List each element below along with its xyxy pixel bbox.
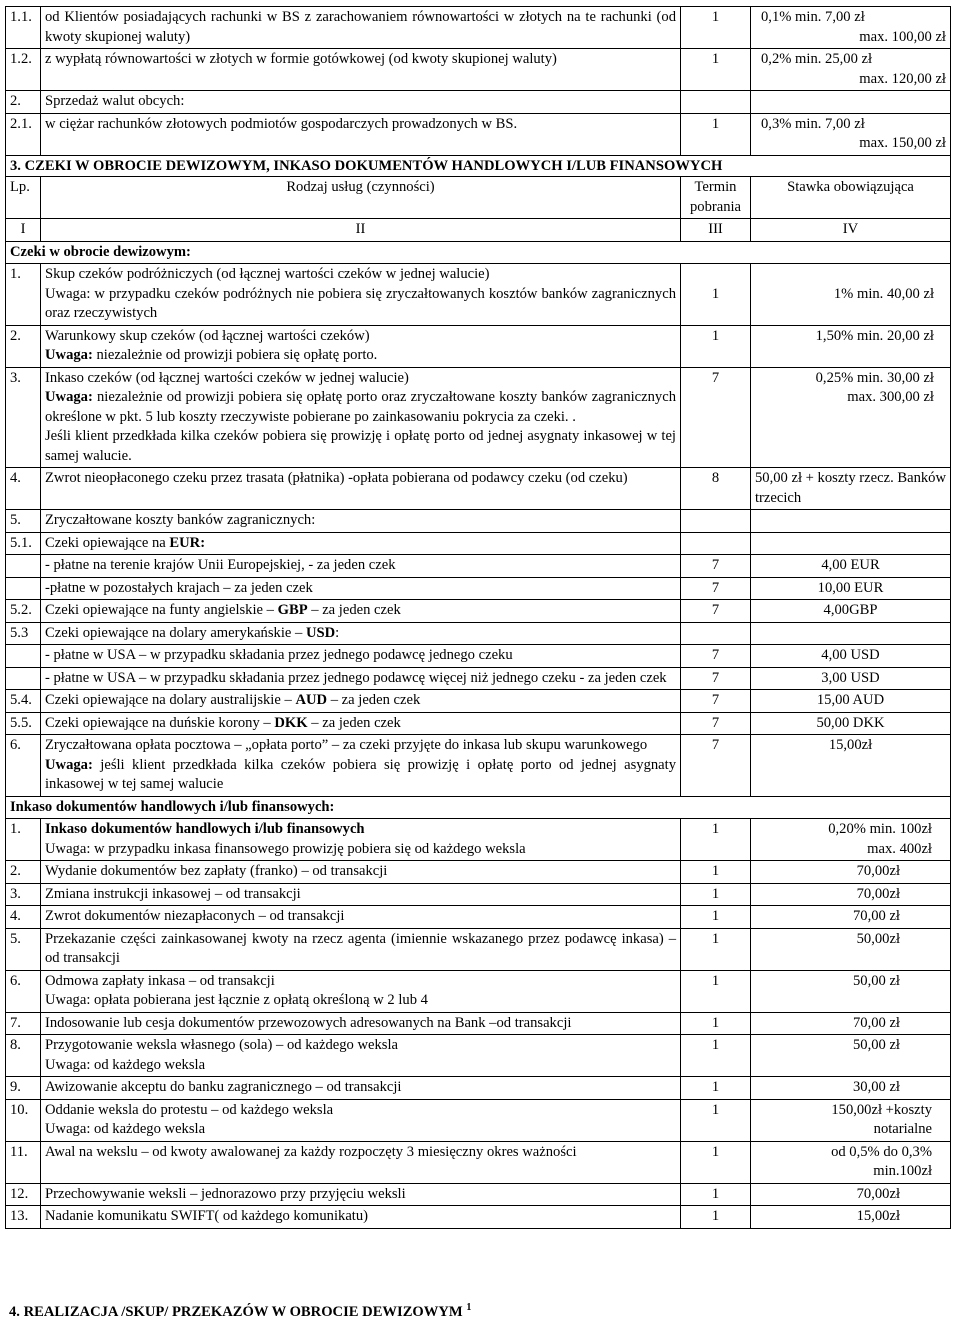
- row-rate: 1,50% min. 20,00 zł: [751, 325, 951, 367]
- row-number: 5.3: [6, 622, 41, 645]
- row-rate: [751, 1077, 951, 1100]
- header-description: Rodzaj usług (czynności): [41, 177, 681, 219]
- row-description: [41, 819, 681, 861]
- row-description: [41, 712, 681, 735]
- desc-text: Czeki opiewające na dolary australijskie –: [45, 692, 296, 708]
- desc-line: Warunkowy skup czeków (od łącznej wartości czeków): [45, 327, 370, 344]
- row-term: 1: [681, 113, 751, 155]
- note-text: jeśli klient przedkłada kilka czeków pobiera się prowizję i opłatę porto od jednej asygnaty inkasowej w tej samej walucie: [45, 756, 676, 792]
- rate-line: 15,00zł: [856, 1208, 900, 1224]
- row-number: 13.: [6, 1206, 41, 1229]
- row-term: 1: [681, 7, 751, 49]
- rate-line: max. 120,00 zł: [859, 70, 946, 87]
- table-row: [6, 1183, 951, 1206]
- rate-line: min.100zł: [873, 1163, 932, 1179]
- desc-note: Uwaga: opłata pobierana jest łącznie z opłatą określoną w 2 lub 4: [45, 992, 428, 1008]
- row-number: 9.: [6, 1077, 41, 1100]
- rate-line: max. 300,00 zł: [847, 389, 934, 405]
- desc-line: Skup czeków podróżniczych (od łącznej wartości czeków w jednej walucie): [45, 266, 490, 282]
- row-term: 1: [681, 1183, 751, 1206]
- subsection-title: Czeki w obrocie dewizowym:: [6, 241, 951, 264]
- section-title: 3. CZEKI W OBROCIE DEWIZOWYM, INKASO DOKUMENTÓW HANDLOWYCH I/LUB FINANSOWYCH: [6, 155, 951, 177]
- row-number: 4.: [6, 906, 41, 929]
- desc-line: Przygotowanie weksla własnego (sola) – od każdego weksla: [45, 1037, 398, 1053]
- rate-line: 0,2% min. 25,00 zł: [761, 51, 873, 67]
- table-row: [6, 906, 951, 929]
- table-row: [6, 264, 951, 326]
- header-rate: Stawka obowiązująca: [751, 177, 951, 219]
- table-row: [6, 7, 951, 49]
- row-rate: [751, 1206, 951, 1229]
- row-number: 4.: [6, 468, 41, 510]
- row-description: [41, 861, 681, 884]
- row-number: 1.2.: [6, 49, 41, 91]
- row-description: -płatne w pozostałych krajach – za jeden czek: [41, 577, 681, 600]
- row-number: 1.1.: [6, 7, 41, 49]
- row-term: 1: [681, 883, 751, 906]
- table-row: [6, 645, 951, 668]
- table-row: [6, 667, 951, 690]
- row-rate: [751, 1183, 951, 1206]
- row-number: 1.: [6, 819, 41, 861]
- row-rate: [751, 7, 951, 49]
- table-row: [6, 819, 951, 861]
- row-description: [41, 1141, 681, 1183]
- table-row: [6, 1206, 951, 1229]
- table-row: [6, 970, 951, 1012]
- row-number: 7.: [6, 1012, 41, 1035]
- rate-line: 30,00 zł: [852, 1079, 900, 1095]
- table-row: [6, 510, 951, 533]
- row-rate: 4,00GBP: [751, 600, 951, 623]
- currency-code: EUR:: [169, 534, 206, 551]
- column-numbers-row: [6, 219, 951, 242]
- currency-code: GBP: [277, 602, 308, 618]
- desc-line: Odmowa zapłaty inkasa – od transakcji: [45, 972, 275, 989]
- row-number: 8.: [6, 1035, 41, 1077]
- desc-note: [45, 756, 676, 795]
- row-description: [41, 928, 681, 970]
- desc-line: Oddanie weksla do protestu – od każdego weksla: [45, 1101, 334, 1118]
- row-number: 1.: [6, 264, 41, 326]
- row-term: 1: [681, 819, 751, 861]
- row-description: Zwrot nieopłaconego czeku przez trasata (płatnika) -opłata pobierana od podawcy czeku (od czeku): [41, 468, 681, 510]
- desc-line: Zryczałtowana opłata pocztowa – „opłata porto” – za czeki przyjęte do inkasa lub skupu warunkowego: [45, 737, 648, 753]
- row-description: - płatne w USA – w przypadku składania przez jednego podawcę jednego czeku: [41, 645, 681, 668]
- row-rate: [751, 970, 951, 1012]
- table-row: [6, 555, 951, 578]
- row-description: [41, 532, 681, 555]
- row-description: [41, 1206, 681, 1229]
- rate-line: 0,3% min. 7,00 zł: [761, 115, 865, 132]
- rate-line: 0,20% min. 100zł: [828, 821, 932, 837]
- desc-text: Czeki opiewające na duńskie korony –: [45, 714, 275, 731]
- desc-note: Uwaga: od każdego weksla: [45, 1056, 206, 1073]
- row-rate: 50,00 zł + koszty rzecz. Banków trzecich: [751, 468, 951, 510]
- row-rate: [751, 1012, 951, 1035]
- row-description: [41, 1035, 681, 1077]
- row-term: 7: [681, 712, 751, 735]
- note-label: Uwaga:: [45, 389, 93, 405]
- desc-line: Awal na wekslu – od kwoty awalowanej za każdy rozpoczęty 3 miesięczny okres ważności: [45, 1143, 577, 1160]
- row-description: od Klientów posiadających rachunki w BS z zarachowaniem równowartości w złotych na te rachunki (od kwoty skupionej waluty): [41, 7, 681, 49]
- row-number: 6.: [6, 970, 41, 1012]
- row-description: [41, 906, 681, 929]
- row-rate: 4,00 USD: [751, 645, 951, 668]
- row-description: [41, 1077, 681, 1100]
- row-term: 1: [681, 1035, 751, 1077]
- row-rate: 4,00 EUR: [751, 555, 951, 578]
- table-row: [6, 883, 951, 906]
- section-title-row: [6, 155, 951, 177]
- row-term: 1: [681, 1141, 751, 1183]
- row-number: 5.: [6, 510, 41, 533]
- desc-line: Awizowanie akceptu do banku zagranicznego – od transakcji: [45, 1079, 402, 1095]
- desc-line: Przekazanie części zainkasowanej kwoty na rzecz agenta (imiennie wskazanego przez podawcę inkasa) – od transakcji: [45, 930, 676, 966]
- table-row: [6, 712, 951, 735]
- subsection-row: [6, 241, 951, 264]
- row-rate: [751, 1035, 951, 1077]
- row-rate: 1% min. 40,00 zł: [751, 264, 951, 326]
- desc-note: [45, 346, 676, 366]
- row-number: 5.1.: [6, 532, 41, 555]
- rate-line: max. 100,00 zł: [859, 28, 946, 45]
- row-description: [41, 1012, 681, 1035]
- table-row: [6, 600, 951, 623]
- row-term: 7: [681, 645, 751, 668]
- row-number: 2.: [6, 325, 41, 367]
- row-term: 1: [681, 1012, 751, 1035]
- col-number: III: [681, 219, 751, 242]
- rate-line: 70,00zł: [856, 885, 900, 902]
- rate-line: 50,00zł: [856, 930, 900, 947]
- row-description: Sprzedaż walut obcych:: [41, 91, 681, 114]
- row-rate: [751, 819, 951, 861]
- currency-code: AUD: [295, 692, 328, 708]
- table-row: [6, 113, 951, 155]
- row-term: 7: [681, 735, 751, 797]
- footnote-marker: 1: [466, 1302, 472, 1313]
- row-description: [41, 600, 681, 623]
- rate-line: notarialne: [873, 1121, 932, 1137]
- table-header-row: [6, 177, 951, 219]
- row-term: 1: [681, 49, 751, 91]
- row-term: 7: [681, 667, 751, 690]
- row-number: 3.: [6, 367, 41, 468]
- desc-note: [45, 388, 676, 427]
- row-term: 1: [681, 325, 751, 367]
- subsection-title: Inkaso dokumentów handlowych i/lub finansowych:: [6, 796, 951, 819]
- row-description: [41, 690, 681, 713]
- row-description: [41, 264, 681, 326]
- row-rate: [751, 1099, 951, 1141]
- row-description: [41, 622, 681, 645]
- row-rate: [751, 49, 951, 91]
- table-row: [6, 1141, 951, 1183]
- row-number: 2.1.: [6, 113, 41, 155]
- row-description: - płatne na terenie krajów Unii Europejskiej, - za jeden czek: [41, 555, 681, 578]
- rate-line: 0,1% min. 7,00 zł: [761, 9, 865, 25]
- row-number: 5.5.: [6, 712, 41, 735]
- rate-line: max. 400zł: [867, 840, 932, 857]
- row-rate: [751, 861, 951, 884]
- rate-line: 70,00 zł: [852, 1014, 900, 1031]
- rate-line: od 0,5% do 0,3%: [831, 1143, 932, 1160]
- table-row: [6, 1077, 951, 1100]
- row-term: 8: [681, 468, 751, 510]
- docs-rows: [6, 819, 951, 1229]
- row-description: - płatne w USA – w przypadku składania przez jednego podawcę więcej niż jednego czeku - za jeden czek: [41, 667, 681, 690]
- row-description: [41, 367, 681, 468]
- desc-line: Inkaso czeków (od łącznej wartości czeków w jednej walucie): [45, 369, 409, 386]
- table-row: [6, 468, 951, 510]
- table-row: [6, 91, 951, 114]
- note-label: Uwaga:: [45, 347, 93, 363]
- currency-code: DKK: [274, 714, 308, 731]
- desc-note: Uwaga: w przypadku inkasa finansowego prowizję pobiera się od każdego weksla: [45, 840, 526, 857]
- rate-line: 70,00zł: [856, 1185, 900, 1202]
- header-term: Termin pobrania: [681, 177, 751, 219]
- row-term: 7: [681, 577, 751, 600]
- col-number: II: [41, 219, 681, 242]
- desc-text: – za jeden czek: [307, 714, 401, 731]
- row-description: [41, 1099, 681, 1141]
- rate-line: 70,00zł: [856, 863, 900, 879]
- row-rate: 10,00 EUR: [751, 577, 951, 600]
- row-rate: [751, 928, 951, 970]
- desc-line: Indosowanie lub cesja dokumentów przewozowych adresowanych na Bank –od transakcji: [45, 1014, 572, 1031]
- col-number: I: [6, 219, 41, 242]
- row-description: Zryczałtowane koszty banków zagranicznych:: [41, 510, 681, 533]
- desc-note: Jeśli klient przedkłada kilka czeków pobiera się prowizję i opłatę porto od jednej asygnaty inkasowej w tej samej walucie.: [45, 428, 676, 464]
- table-row: [6, 532, 951, 555]
- desc-line: Inkaso dokumentów handlowych i/lub finansowych: [45, 821, 365, 837]
- note-label: Uwaga:: [45, 756, 93, 773]
- row-rate: 3,00 USD: [751, 667, 951, 690]
- row-rate: 50,00 DKK: [751, 712, 951, 735]
- row-term: 7: [681, 555, 751, 578]
- row-rate: [751, 906, 951, 929]
- row-number: 5.2.: [6, 600, 41, 623]
- row-term: 1: [681, 970, 751, 1012]
- row-number: 12.: [6, 1183, 41, 1206]
- table-row: [6, 861, 951, 884]
- row-description: [41, 970, 681, 1012]
- row-number: 2.: [6, 91, 41, 114]
- row-rate: [751, 1141, 951, 1183]
- row-description: [41, 735, 681, 797]
- note-text: niezależnie od prowizji pobiera się opłatę porto oraz zryczałtowane koszty banków zagranicznych określone w pkt. 5 lub koszty rzeczywiste pobierane po zainkasowaniu pokrycia za czeki. .: [45, 389, 676, 425]
- desc-text: Czeki opiewające na dolary amerykańskie –: [45, 624, 306, 641]
- row-number: 3.: [6, 883, 41, 906]
- table-row: [6, 325, 951, 367]
- header-lp: Lp.: [6, 177, 41, 219]
- desc-text: Czeki opiewające na funty angielskie –: [45, 602, 278, 618]
- desc-line: Przechowywanie weksli – jednorazowo przy przyjęciu weksli: [45, 1185, 406, 1202]
- row-term: 7: [681, 690, 751, 713]
- row-term: 1: [681, 1077, 751, 1100]
- table-row: [6, 690, 951, 713]
- next-section-title: [9, 1298, 471, 1320]
- row-number: 6.: [6, 735, 41, 797]
- table-row: [6, 1035, 951, 1077]
- row-number: 10.: [6, 1099, 41, 1141]
- row-rate: [751, 113, 951, 155]
- row-term: 7: [681, 600, 751, 623]
- desc-note: Uwaga: od każdego weksla: [45, 1121, 206, 1137]
- table-row: [6, 49, 951, 91]
- rate-line: 70,00 zł: [852, 908, 900, 924]
- row-description: z wypłatą równowartości w złotych w formie gotówkowej (od kwoty skupionej waluty): [41, 49, 681, 91]
- desc-text: :: [335, 624, 340, 641]
- table-row: [6, 622, 951, 645]
- rate-line: 150,00zł +koszty: [831, 1101, 932, 1118]
- table-row: [6, 1012, 951, 1035]
- row-rate: [751, 883, 951, 906]
- row-term: 1: [681, 264, 751, 326]
- desc-text: – za jeden czek: [327, 692, 421, 708]
- next-section-text: 4. REALIZACJA /SKUP/ PRZEKAZÓW W OBROCIE DEWIZOWYM: [9, 1303, 463, 1320]
- rate-line: max. 150,00 zł: [859, 135, 946, 151]
- desc-text: Czeki opiewające na: [45, 534, 170, 551]
- row-term: 1: [681, 906, 751, 929]
- row-description: [41, 325, 681, 367]
- row-number: 5.4.: [6, 690, 41, 713]
- rate-line: 50,00 zł: [852, 972, 900, 989]
- desc-line: Nadanie komunikatu SWIFT( od każdego komunikatu): [45, 1208, 369, 1224]
- table-row: [6, 928, 951, 970]
- row-description: w ciężar rachunków złotowych podmiotów gospodarczych prowadzonych w BS.: [41, 113, 681, 155]
- row-number: 5.: [6, 928, 41, 970]
- row-rate: 15,00zł: [751, 735, 951, 797]
- fee-table: [5, 6, 951, 1229]
- row-term: 1: [681, 1099, 751, 1141]
- desc-text: – za jeden czek: [307, 602, 401, 618]
- row-description: [41, 883, 681, 906]
- row-description: [41, 1183, 681, 1206]
- desc-note: Uwaga: w przypadku czeków podróżnych nie pobiera się zryczałtowanych kosztów banków zagranicznych oraz rzeczywistych: [45, 285, 676, 321]
- note-text: niezależnie od prowizji pobiera się opłatę porto.: [92, 347, 378, 363]
- rate-line: 50,00 zł: [852, 1037, 900, 1053]
- table-row: [6, 735, 951, 797]
- row-number: 2.: [6, 861, 41, 884]
- row-rate: 15,00 AUD: [751, 690, 951, 713]
- row-term: 1: [681, 861, 751, 884]
- desc-line: Zwrot dokumentów niezapłaconych – od transakcji: [45, 908, 345, 924]
- desc-line: Wydanie dokumentów bez zapłaty (franko) – od transakcji: [45, 863, 388, 879]
- row-term: 1: [681, 1206, 751, 1229]
- rate-line: 0,25% min. 30,00 zł: [815, 369, 934, 386]
- table-row: [6, 367, 951, 468]
- subsection-row: [6, 796, 951, 819]
- col-number: IV: [751, 219, 951, 242]
- row-number: 11.: [6, 1141, 41, 1183]
- table-row: [6, 577, 951, 600]
- row-term: 1: [681, 928, 751, 970]
- table-row: [6, 1099, 951, 1141]
- desc-line: Zmiana instrukcji inkasowej – od transakcji: [45, 885, 301, 902]
- currency-code: USD: [305, 624, 336, 641]
- row-term: 7: [681, 367, 751, 468]
- row-rate: [751, 367, 951, 468]
